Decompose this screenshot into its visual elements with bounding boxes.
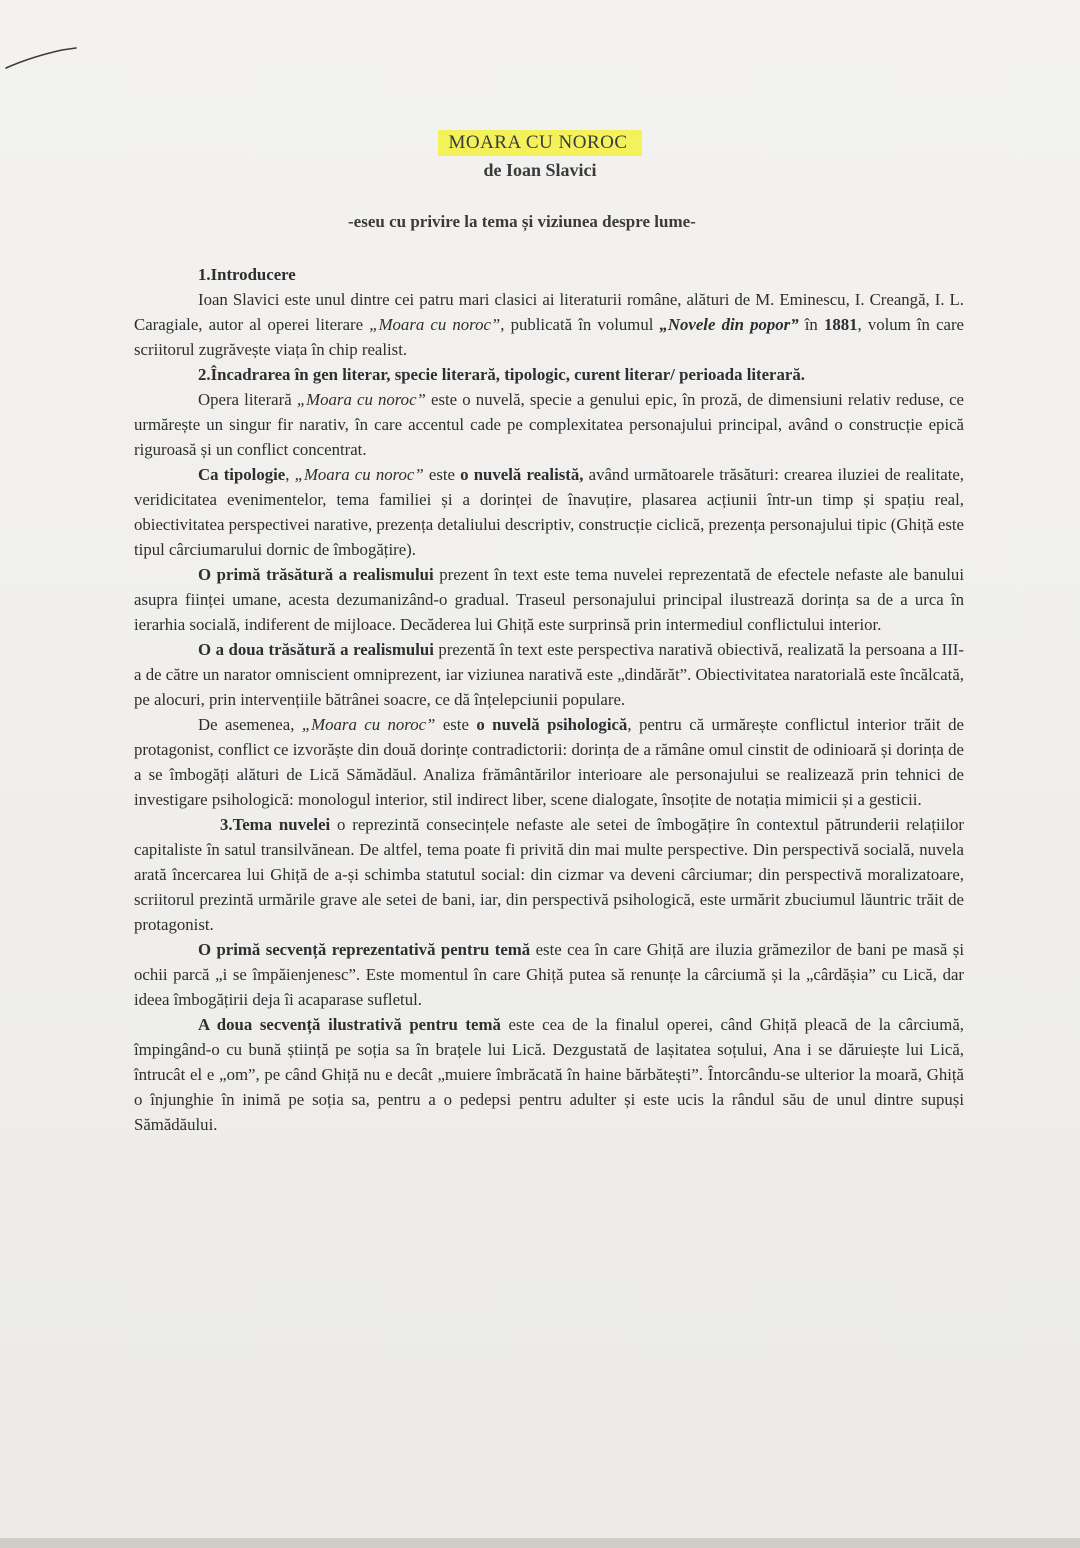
paragraph-a-doua-trasatura: O a doua trăsătură a realismului prezentă în text este perspectiva narativă obiectivă, realizată la persoana a III-a de către un narator omniscient omniprezent, iar viziunea narativă este „dindărăt”. Obiectivitatea naratorială este încălcată, pe alocuri, prin intervențiile bătrânei soacre, ce dă înțelepciunii populare. [134,640,964,709]
document-author: de Ioan Slavici [483,160,597,180]
pen-stroke-mark [4,40,84,76]
paragraph-prima-secventa: O primă secvență reprezentativă pentru temă este cea în care Ghiță are iluzia grămezilor de bani pe masă și ochii parcă „i se împăienjenesc”. Este momentul în care Ghiță putea să renunțe la cârciumă și la „cârdășia” cu Lică, dar ideea îmbogățirii deja îi acaparase sufletul. [134,940,964,1009]
document-title: MOARA CU NOROC [438,130,641,156]
paragraph-nuvela-psihologica: De asemenea, „Moara cu noroc” este o nuvelă psihologică, pentru că urmărește conflictul interior trăit de protagonist, conflict ce izvorăște din două dorințe contradictorii: dorința de a rămâne omul cinstit de odinioară și dorința de a se îmbogăți alături de Lică Sămădăul. Analiza frământărilor interioare ale personajului se realizează prin tehnici de investigare psihologică: monologul interior, stil indirect liber, scene dialogate, însoțite de notația mimicii și a gesticii. [134,715,964,809]
title-wrapper [0,130,1080,156]
paragraph-a-doua-secventa: A doua secvență ilustrativă pentru temă este cea de la finalul operei, când Ghiță pleacă de la cârciumă, împingând-o cu bună știință pe soția sa în brațele lui Lică. Dezgustată de lașitatea soțului, Ana i se dăruiește lui Lică, întrucât el e „om”, pe când Ghiță nu e decât „muiere îmbrăcată în haine bărbătești”. Întorcându-se ulterior la moară, Ghiță o înjunghie în inimă pe soția sa, pentru a o pedepsi pentru adulter și este ucis la rândul său de unul dintre supuși Sămădăului. [134,1015,964,1134]
paragraph-prima-trasatura: O primă trăsătură a realismului prezent în text este tema nuvelei reprezentată de efectele nefaste ale banului asupra ființei umane, acesta dezumanizând-o gradual. Traseul personajului principal ilustrează dorința sa de a urca în ierarhia socială, indiferent de mijloace. Decăderea lui Ghiță este surprinsă prin intermediul conflictului interior. [134,565,964,634]
paragraph-introducere: Ioan Slavici este unul dintre cei patru mari clasici ai literaturii române, alături de M. Eminescu, I. Creangă, I. L. Caragiale, autor al operei literare „Moara cu noroc”, publicată în volumul „Novele din popor” în 1881, volum în care scriitorul zugrăvește viața în chip realist. [134,290,964,359]
paragraph-tema-nuvelei: 3.Tema nuvelei o reprezintă consecințele nefaste ale setei de îmbogățire în contextul pătrunderii relațiilor capitaliste în satul transilvănean. De altfel, tema poate fi privită din mai multe perspective. Din perspectivă socială, nuvela arată încercarea lui Ghiță de a-și schimba statutul social: din cizmar va deveni cârciumar; din perspectivă moralizatoare, scriitorul prezintă urmările grave ale setei de bani, iar, din perspectivă psihologică, este urmărit zbuciumul lăuntric trăit de protagonist. [134,815,964,934]
paragraph-incadrare: Opera literară „Moara cu noroc” este o nuvelă, specie a genului epic, în proză, de dimensiuni relativ reduse, ce urmărește un singur fir narativ, în care accentul cade pe complexitatea personajului principal, având o construcție epică riguroasă și un conflict concentrat. [134,390,964,459]
section-heading-introducere: 1.Introducere [198,265,296,284]
section-heading-incadrare: 2.Încadrarea în gen literar, specie literară, tipologic, curent literar/ perioada literară. [198,365,805,384]
document-body [134,262,964,1137]
document-subtitle: -eseu cu privire la tema și viziunea despre lume- [348,212,696,231]
scan-bottom-edge [0,1538,1080,1548]
paragraph-tipologie: Ca tipologie, „Moara cu noroc” este o nuvelă realistă, având următoarele trăsături: crearea iluziei de realitate, veridicitatea evenimentelor, tema familiei și a dorinței de înavuțire, plasarea acțiunii într-un timp și spațiu real, obiectivitatea perspectivei narative, prezența detaliului descriptiv, construcție ciclică, prezența personajului tipic (Ghiță este tipul cârciumarului dornic de îmbogățire). [134,465,964,559]
